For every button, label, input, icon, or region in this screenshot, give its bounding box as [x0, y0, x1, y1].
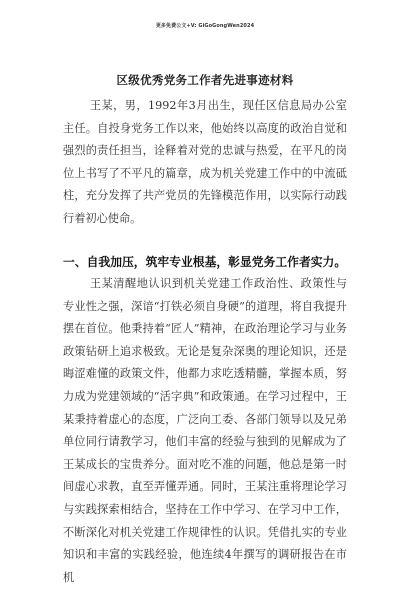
paragraph-intro: 王某，男，1992年3月出生，现任区信息局办公室主任。自投身党务工作以来，他始终以高度的政治自觉和强烈的责任担当，诠释着对党的忠诚与热爱，在平凡的岗位上书写了不平凡的篇章，成为机关党建工作中的中流砥柱，充分发挥了共产党员的先锋模范作用，以实际行动践行着初心使命。: [63, 99, 347, 225]
document-title: 区级优秀党务工作者先进事迹材料: [116, 73, 294, 87]
watermark-text: 更多免费公文+V: GiGoGongWen2024: [155, 23, 255, 29]
section-heading-1: 一、自我加压，筑牢专业根基，彰显党务工作者实力。: [63, 255, 347, 269]
paragraph-section-1: 王某清醒地认识到机关党建工作政治性、政策性与专业性之强，深谙“打铁必须自身硬”的道理，将自我提升摆在首位。他秉持着“匠人”精神，在政治理论学习与业务政策钻研上追求极致。无论是复杂深奥的理论知识，还是晦涩难懂的政策文件，他都力求吃透精髓，掌握本质，努力成为党建领域的“活字典”和政策通。在学习过程中，王某秉持着虚心的态度，广泛向工委、各部门领导以及兄弟单位同行请教学习，他们丰富的经验与独到的见解成为了王某成长的宝贵养分。面对吃不准的问题，他总是第一时间虚心求教，直至弄懂弄通。同时，王某注重将理论学习与实践探索相结合，坚持在工作中学习、在学习中工作，不断深化对机关党建工作规律性的认识。凭借扎实的专业知识和丰富的实践经验，他连续4年撰写的调研报告在市机: [63, 277, 347, 584]
